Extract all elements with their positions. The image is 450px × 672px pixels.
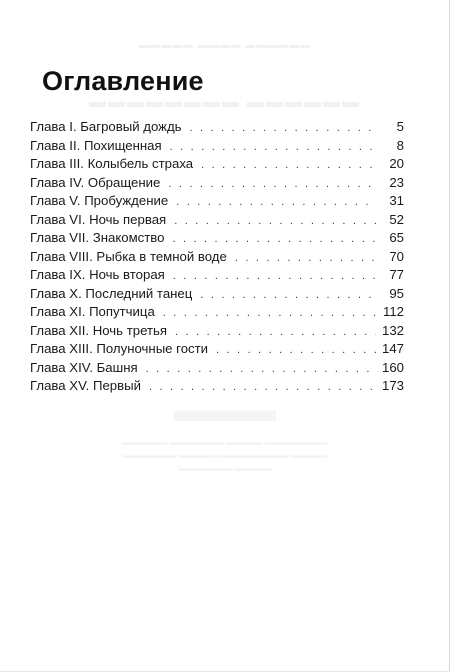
toc-entry [30,286,404,305]
toc-entry [30,378,404,397]
dot-leader [176,196,376,208]
dot-leader [174,215,376,227]
toc-entry-page: 160 [381,359,404,375]
toc-entry-title: Глава XIV. Башня [30,359,138,375]
toc-entry-title: Глава XV. Первый [30,378,141,393]
toc-entry-page: 65 [389,230,404,245]
toc-entry-page: 132 [381,322,404,338]
toc-entry [30,249,404,268]
toc-entry [30,175,404,194]
toc-entry-page: 95 [389,285,404,301]
dot-leader [163,307,376,319]
toc-entry-title: Глава XIII. Полуночные гости [30,341,209,356]
toc-entry-page: 112 [382,304,404,319]
toc-entry [30,267,404,286]
toc-entry-page: 70 [389,248,404,264]
toc-entry [30,304,404,323]
toc-entry-title: Глава VII. Знакомство [30,230,165,245]
toc-entry-page: 31 [389,193,404,208]
toc-entry [30,323,404,342]
show-through-text: ▬▬▬ [174,392,276,429]
dot-leader [175,326,376,338]
dot-leader [173,270,376,282]
toc-entry [30,138,404,157]
dot-leader [200,289,376,301]
show-through-text: ▬▬▬▬▬▬▬▬ ▬▬▬▬▬▬ [88,92,362,111]
toc-entry-title: Глава IV. Обращение [30,174,161,190]
page-title: Оглавление [42,66,204,96]
toc-entry-page: 52 [389,211,404,227]
toc-entry-title: Глава VI. Ночь первая [30,211,167,227]
toc-entry-page: 77 [389,267,404,282]
table-of-contents [30,119,404,397]
toc-entry-page: 5 [396,119,404,134]
dot-leader [146,363,376,375]
toc-entry-title: Глава VIII. Рыбка в темной воде [30,248,227,264]
dot-leader [168,178,376,190]
show-through-text: ▬▬▬▬▬ ▬▬▬▬▬▬ ▬▬▬▬ ▬▬▬▬▬▬▬ ▬▬▬▬▬▬ ▬▬▬▬ ▬▬▬▬▬▬▬▬ ▬▬▬▬ ▬▬▬▬▬▬ ▬▬▬▬ [122,437,328,473]
toc-entry-title: Глава IX. Ночь вторая [30,267,165,282]
toc-entry [30,193,404,212]
toc-entry-title: Глава III. Колыбель страха [30,156,194,171]
toc-entry-page: 20 [389,156,404,171]
toc-entry [30,119,404,138]
toc-entry-page: 173 [381,378,404,393]
show-through-text: ▬▬▬▬▬ ▬▬▬▬ ▬▬▬▬▬▬ [139,40,311,51]
dot-leader [149,381,376,393]
dot-leader [172,233,376,245]
toc-entry-title: Глава XII. Ночь третья [30,322,168,338]
toc-entry-page: 147 [381,341,404,356]
toc-entry-title: Глава X. Последний танец [30,285,193,301]
dot-leader [170,141,376,153]
toc-entry-title: Глава XI. Попутчица [30,304,155,319]
toc-entry [30,341,404,360]
toc-entry-title: Глава I. Багровый дождь [30,119,182,134]
dot-leader [201,159,376,171]
dot-leader [235,252,376,264]
toc-entry-title: Глава II. Похищенная [30,137,162,153]
toc-entry [30,212,404,231]
toc-entry [30,156,404,175]
dot-leader [216,344,376,356]
toc-entry [30,360,404,379]
toc-entry [30,230,404,249]
toc-entry-title: Глава V. Пробуждение [30,193,169,208]
toc-entry-page: 8 [396,137,404,153]
dot-leader [190,122,376,134]
toc-entry-page: 23 [389,174,404,190]
